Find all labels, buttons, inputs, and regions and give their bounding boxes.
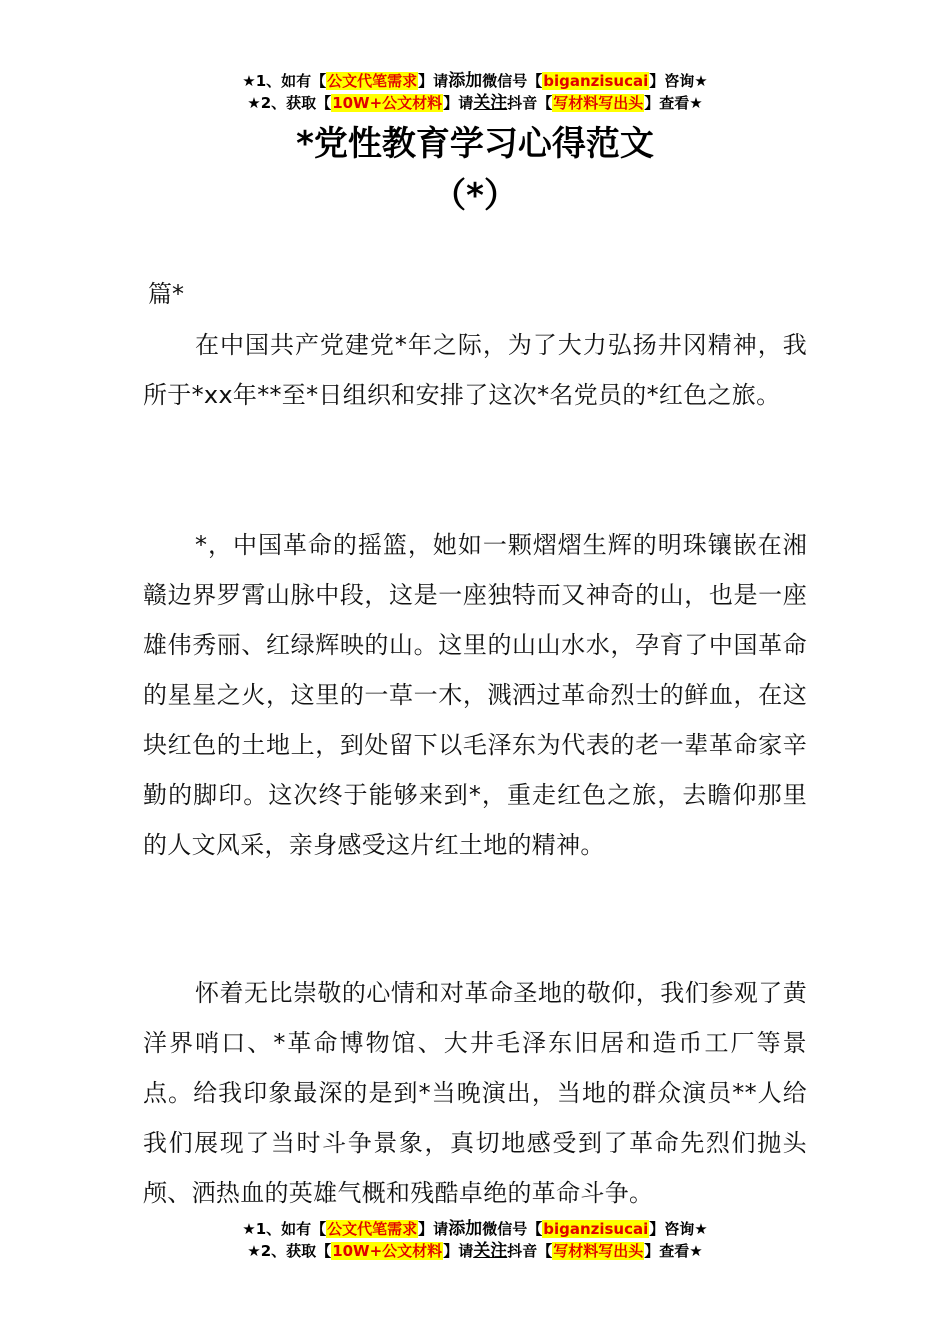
promo-text: 】咨询★ xyxy=(649,1220,708,1238)
promo-text: 】咨询★ xyxy=(649,72,708,90)
promo-banner-bottom xyxy=(0,1218,950,1262)
promo-line-1 xyxy=(0,70,950,92)
promo-text: 】请 xyxy=(418,1220,449,1238)
promo-highlight: 公文代笔需求 xyxy=(327,1220,418,1238)
promo-text: 】请 xyxy=(418,72,449,90)
promo-text: 】请 xyxy=(443,1242,474,1260)
paragraph-2: *，中国革命的摇篮，她如一颗熠熠生辉的明珠镶嵌在湘赣边界罗霄山脉中段，这是一座独特而又神奇的山，也是一座雄伟秀丽、红绿辉映的山。这里的山山水水，孕育了中国革命的星星之火，这里的一草一木，溅洒过革命烈士的鲜血，在这块红色的土地上，到处留下以毛泽东为代表的老一辈革命家辛勤的脚印。这次终于能够来到*，重走红色之旅，去瞻仰那里的人文风采，亲身感受这片红土地的精神。 xyxy=(143,531,807,859)
promo-highlight: 公文代笔需求 xyxy=(327,72,418,90)
promo-text: 】查看★ xyxy=(644,1242,703,1260)
promo-highlight: biganzisucai xyxy=(543,72,649,90)
promo-text: 微信号【 xyxy=(482,1220,543,1238)
promo-highlight: biganzisucai xyxy=(543,1220,649,1238)
promo-line-2 xyxy=(0,1240,950,1262)
promo-text: 】请 xyxy=(443,94,474,112)
promo-emphasis: 关注 xyxy=(473,93,508,113)
promo-highlight: 10W+公文材料 xyxy=(332,1242,443,1260)
promo-emphasis: 关注 xyxy=(473,1241,508,1261)
paragraph-3: 怀着无比崇敬的心情和对革命圣地的敬仰，我们参观了黄洋界哨口、*革命博物馆、大井毛泽东旧居和造币工厂等景点。给我印象最深的是到*当晚演出，当地的群众演员**人给我们展现了当时斗争景象，真切地感受到了革命先烈们抛头颅、洒热血的英雄气概和残酷卓绝的革命斗争。 xyxy=(143,979,807,1207)
promo-highlight: 10W+公文材料 xyxy=(332,94,443,112)
promo-text: 】查看★ xyxy=(644,94,703,112)
promo-line-2 xyxy=(0,92,950,114)
promo-emphasis: 添加 xyxy=(448,1219,483,1239)
document-subtitle: （*） xyxy=(432,176,518,216)
promo-text: 抖音【 xyxy=(507,1242,553,1260)
promo-banner-top xyxy=(0,70,950,114)
promo-line-1 xyxy=(0,1218,950,1240)
document-title: *党性教育学习心得范文 xyxy=(296,124,654,164)
promo-text: 微信号【 xyxy=(482,72,543,90)
promo-text: ★1、如有【 xyxy=(242,72,327,90)
promo-emphasis: 添加 xyxy=(448,71,483,91)
part-label: 篇* xyxy=(148,280,184,308)
paragraph-1: 在中国共产党建党*年之际，为了大力弘扬井冈精神，我所于*xx年**至*日组织和安排了这次*名党员的*红色之旅。 xyxy=(143,331,807,409)
promo-highlight: 写材料写出头 xyxy=(553,1242,644,1260)
promo-highlight: 写材料写出头 xyxy=(553,94,644,112)
promo-text: 抖音【 xyxy=(507,94,553,112)
promo-text: ★2、获取【 xyxy=(247,94,332,112)
promo-text: ★1、如有【 xyxy=(242,1220,327,1238)
promo-text: ★2、获取【 xyxy=(247,1242,332,1260)
